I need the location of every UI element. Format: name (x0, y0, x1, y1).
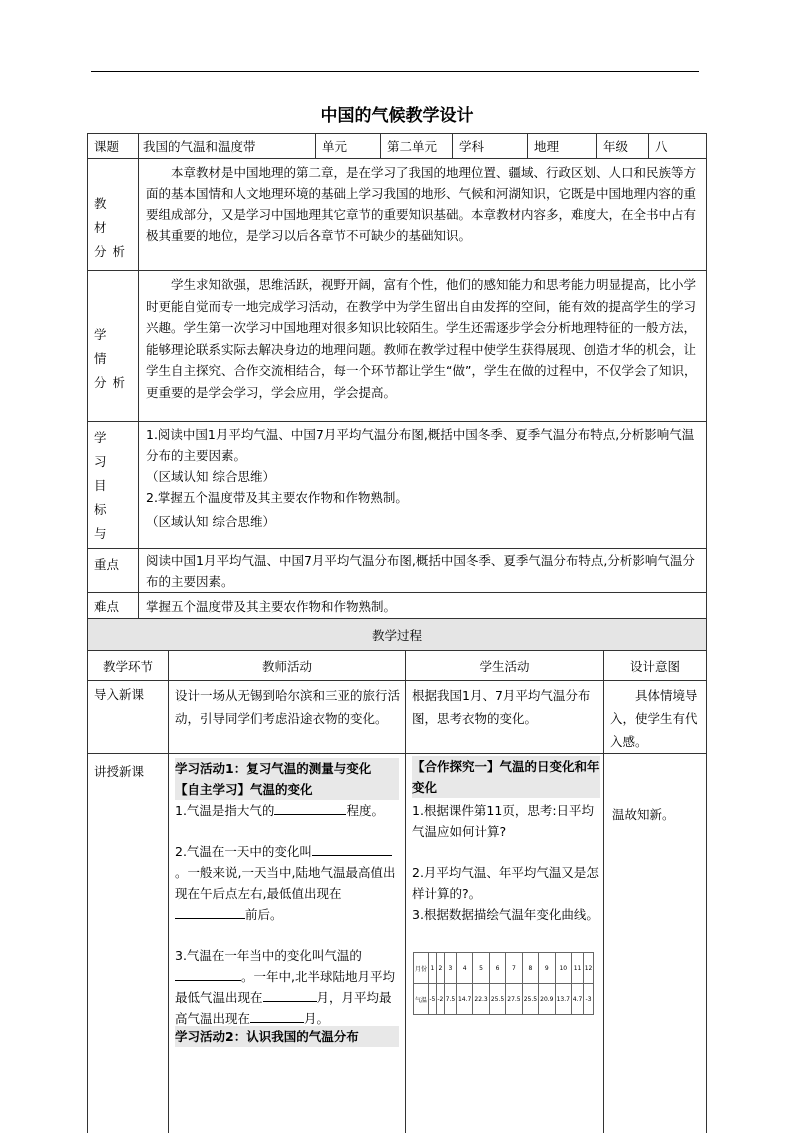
col-header-stage (87, 650, 169, 681)
month-cell: 4 (456, 953, 472, 984)
col-header-intent (603, 650, 707, 681)
difficulty-label-cell (87, 592, 139, 619)
month-cell: 10 (555, 953, 571, 984)
student-text: 学生求知欲强，思维活跃，视野开阔，富有个性，他们的感知能力和思考能力明显提高，比小学时更能自觉而专一地完成学习活动，在教学中为学生留出自由发挥的空间，能有效的提高学生的学习兴趣。学生第一次学习中国地理对很多知识比较陌生。学生还需逐步学会分析地理特征的一般方法，能够理论联系实际去解决身边的地理问题。教师在教学过程中使学生获得展现、创造才华的机会，让学生自主探究、合作交流相结合，每一个环节都让学生“做”，学生在做的过程中，不仅学会了知识，更重要的是学会学习，学会应用，学会提高。 (146, 277, 697, 400)
material-text: 本章教材是中国地理的第二章，是在学习了我国的地理位置、疆域、行政区划、人口和民族等方面的基本国情和人文地理环境的基础上学习我国的地形、气候和河湖知识，它既是中国地理内容的重要组成部分，又是学习中国地理其它章节的重要知识基础。本章教材内容多，难度大，在全书中占有极其重要的地位，是学习以后各章节不可缺少的基础知识。 (146, 165, 697, 243)
lesson-student-heading: 【合作探究一】气温的日变化和年变化 (412, 756, 600, 798)
subject-label-cell (452, 133, 528, 159)
table-row-temps (414, 984, 594, 1015)
blank-1[interactable] (274, 800, 346, 815)
unit-label: 单元 (322, 139, 348, 154)
subject-value-cell (527, 133, 597, 159)
blank-6[interactable] (250, 1008, 304, 1023)
student-label-cell (87, 270, 139, 422)
question-3-part-d: 月。 (304, 1011, 330, 1026)
student-step-3: 3.根据数据描绘气温年变化曲线。 (412, 907, 599, 922)
core-text-cell (138, 421, 707, 549)
subject-value: 地理 (534, 139, 560, 154)
topic-label: 课题 (94, 139, 120, 154)
material-label: 教 材 分析 (94, 196, 132, 259)
difficulty-text-cell (138, 592, 707, 619)
temp-cell: 27.5 (506, 984, 522, 1015)
student-step-2: 2.月平均气温、年平均气温又是怎样计算的?。 (412, 865, 599, 901)
student-text-cell (138, 270, 707, 422)
month-cell: 11 (571, 953, 583, 984)
temp-cell: 13.7 (555, 984, 571, 1015)
temp-cell: 25.5 (522, 984, 538, 1015)
table-row-months (414, 953, 594, 984)
grade-label: 年级 (603, 139, 629, 154)
grade-value: 八 (655, 139, 668, 154)
unit-value: 第二单元 (387, 139, 438, 154)
question-1 (175, 800, 401, 821)
temp-cell: -2 (436, 984, 444, 1015)
blank-4[interactable] (175, 966, 241, 981)
month-cell: 3 (444, 953, 456, 984)
key-label: 重点 (94, 557, 120, 572)
intro-stage: 导入新课 (94, 687, 145, 702)
intro-intent-cell (603, 680, 707, 754)
month-cell: 9 (539, 953, 555, 984)
table-header-cell: 气温 (414, 984, 429, 1015)
lesson-student-cell (405, 753, 604, 1133)
question-3-part-b: 。一年中,北半球陆地月平均最低气温出现在 (175, 969, 395, 1005)
month-cell: 5 (473, 953, 489, 984)
month-cell: 6 (489, 953, 505, 984)
temp-cell: -3 (584, 984, 594, 1015)
col-header-student-text: 学生活动 (479, 659, 530, 674)
temp-cell: 25.5 (489, 984, 505, 1015)
temp-cell: 20.9 (539, 984, 555, 1015)
temp-cell: 14.7 (456, 984, 472, 1015)
key-text: 阅读中国1月平均气温、中国7月平均气温分布图,概括中国冬季、夏季气温分布特点,分析影响气温分布的主要因素。 (146, 553, 695, 589)
col-header-student (405, 650, 604, 681)
core-label-cell (87, 421, 139, 549)
process-header (87, 618, 707, 651)
question-3-part-c: 月，月平均最高气温出现在 (175, 990, 392, 1026)
lesson-intent-cell (603, 753, 707, 1133)
grade-label-cell (596, 133, 649, 159)
intro-student: 根据我国1月、7月平均气温分布图，思考衣物的变化。 (412, 688, 591, 726)
temp-cell: 4.7 (571, 984, 583, 1015)
topic-label-cell (87, 133, 139, 159)
lesson-intent: 温故知新。 (612, 807, 675, 822)
unit-label-cell (315, 133, 381, 159)
lesson-teacher-heading: 学习活动1：复习气温的测量与变化 【自主学习】气温的变化 (175, 758, 399, 800)
temperature-table (413, 952, 594, 1015)
month-cell: 8 (522, 953, 538, 984)
month-cell: 12 (584, 953, 594, 984)
question-2-part-a: 2.气温在一天中的变化叫 (175, 844, 312, 859)
table-header-cell: 月份 (414, 953, 429, 984)
col-header-intent-text: 设计意图 (629, 659, 680, 674)
difficulty-text: 掌握五个温度带及其主要农作物和作物熟制。 (146, 599, 397, 614)
unit-value-cell (380, 133, 453, 159)
question-2-part-c: 点左右,最低值出现在 (225, 886, 342, 901)
key-text-cell (138, 548, 707, 593)
temp-cell: 7.5 (444, 984, 456, 1015)
temp-cell: 22.3 (473, 984, 489, 1015)
top-rule (91, 71, 699, 72)
question-1-part-a: 1.气温是指大气的 (175, 803, 275, 818)
intro-student-cell (405, 680, 604, 754)
key-label-cell (87, 548, 139, 593)
month-cell: 1 (428, 953, 436, 984)
month-cell: 2 (436, 953, 444, 984)
question-3 (175, 945, 401, 1029)
core-item1: 1.阅读中国1月平均气温、中国7月平均气温分布图,概括中国冬季、夏季气温分布特点,分析影响气温分布的主要因素。 (146, 427, 695, 463)
temp-cell: -5 (428, 984, 436, 1015)
blank-3[interactable] (175, 904, 245, 919)
lesson-stage: 讲授新课 (94, 764, 145, 779)
grade-value-cell (648, 133, 707, 159)
intro-teacher: 设计一场从无锡到哈尔滨和三亚的旅行活动，引导同学们考虑沿途衣物的变化。 (175, 688, 401, 726)
topic-value-cell (138, 133, 316, 159)
question-2-part-d: 前后。 (245, 907, 283, 922)
doc-title: 中国的气候教学设计 (320, 106, 474, 126)
blank-5[interactable] (263, 987, 317, 1002)
intro-stage-cell (87, 680, 169, 754)
lesson-stage-cell (87, 753, 169, 1133)
col-header-teacher-text: 教师活动 (261, 659, 312, 674)
intro-teacher-cell (168, 680, 406, 754)
process-header-text: 教学过程 (371, 628, 422, 643)
core-label: 学 习 目 标 与 (94, 430, 120, 541)
question-2-part-b: 。一般来说,一天当中,陆地气温最高值出现在午后 (175, 865, 396, 901)
intro-intent: 具体情境导入，使学生有代入感。 (610, 688, 698, 749)
lesson-teacher-cell (168, 753, 406, 1133)
question-3-part-a: 3.气温在一年当中的变化叫气温的 (175, 948, 362, 963)
student-step-1: 1.根据课件第11页，思考:日平均气温应如何计算? (412, 803, 595, 839)
col-header-teacher (168, 650, 406, 681)
core-item2-tag: （区域认知 综合思维） (146, 514, 275, 529)
question-2 (175, 841, 401, 925)
material-label-cell (87, 158, 139, 271)
difficulty-label: 难点 (94, 599, 120, 614)
question-1-part-b: 程度。 (346, 803, 384, 818)
topic-value: 我国的气温和温度带 (143, 139, 256, 154)
subject-label: 学科 (459, 139, 485, 154)
month-cell: 7 (506, 953, 522, 984)
blank-2[interactable] (312, 841, 392, 856)
core-item2: 2.掌握五个温度带及其主要农作物和作物熟制。 (146, 490, 408, 505)
lesson-teacher-heading-2: 学习活动2：认识我国的气温分布 (175, 1026, 399, 1047)
material-text-cell (138, 158, 707, 271)
core-item1-tag: （区域认知 综合思维） (146, 469, 275, 484)
student-label: 学 情 分析 (94, 327, 132, 390)
col-header-stage-text: 教学环节 (102, 659, 153, 674)
